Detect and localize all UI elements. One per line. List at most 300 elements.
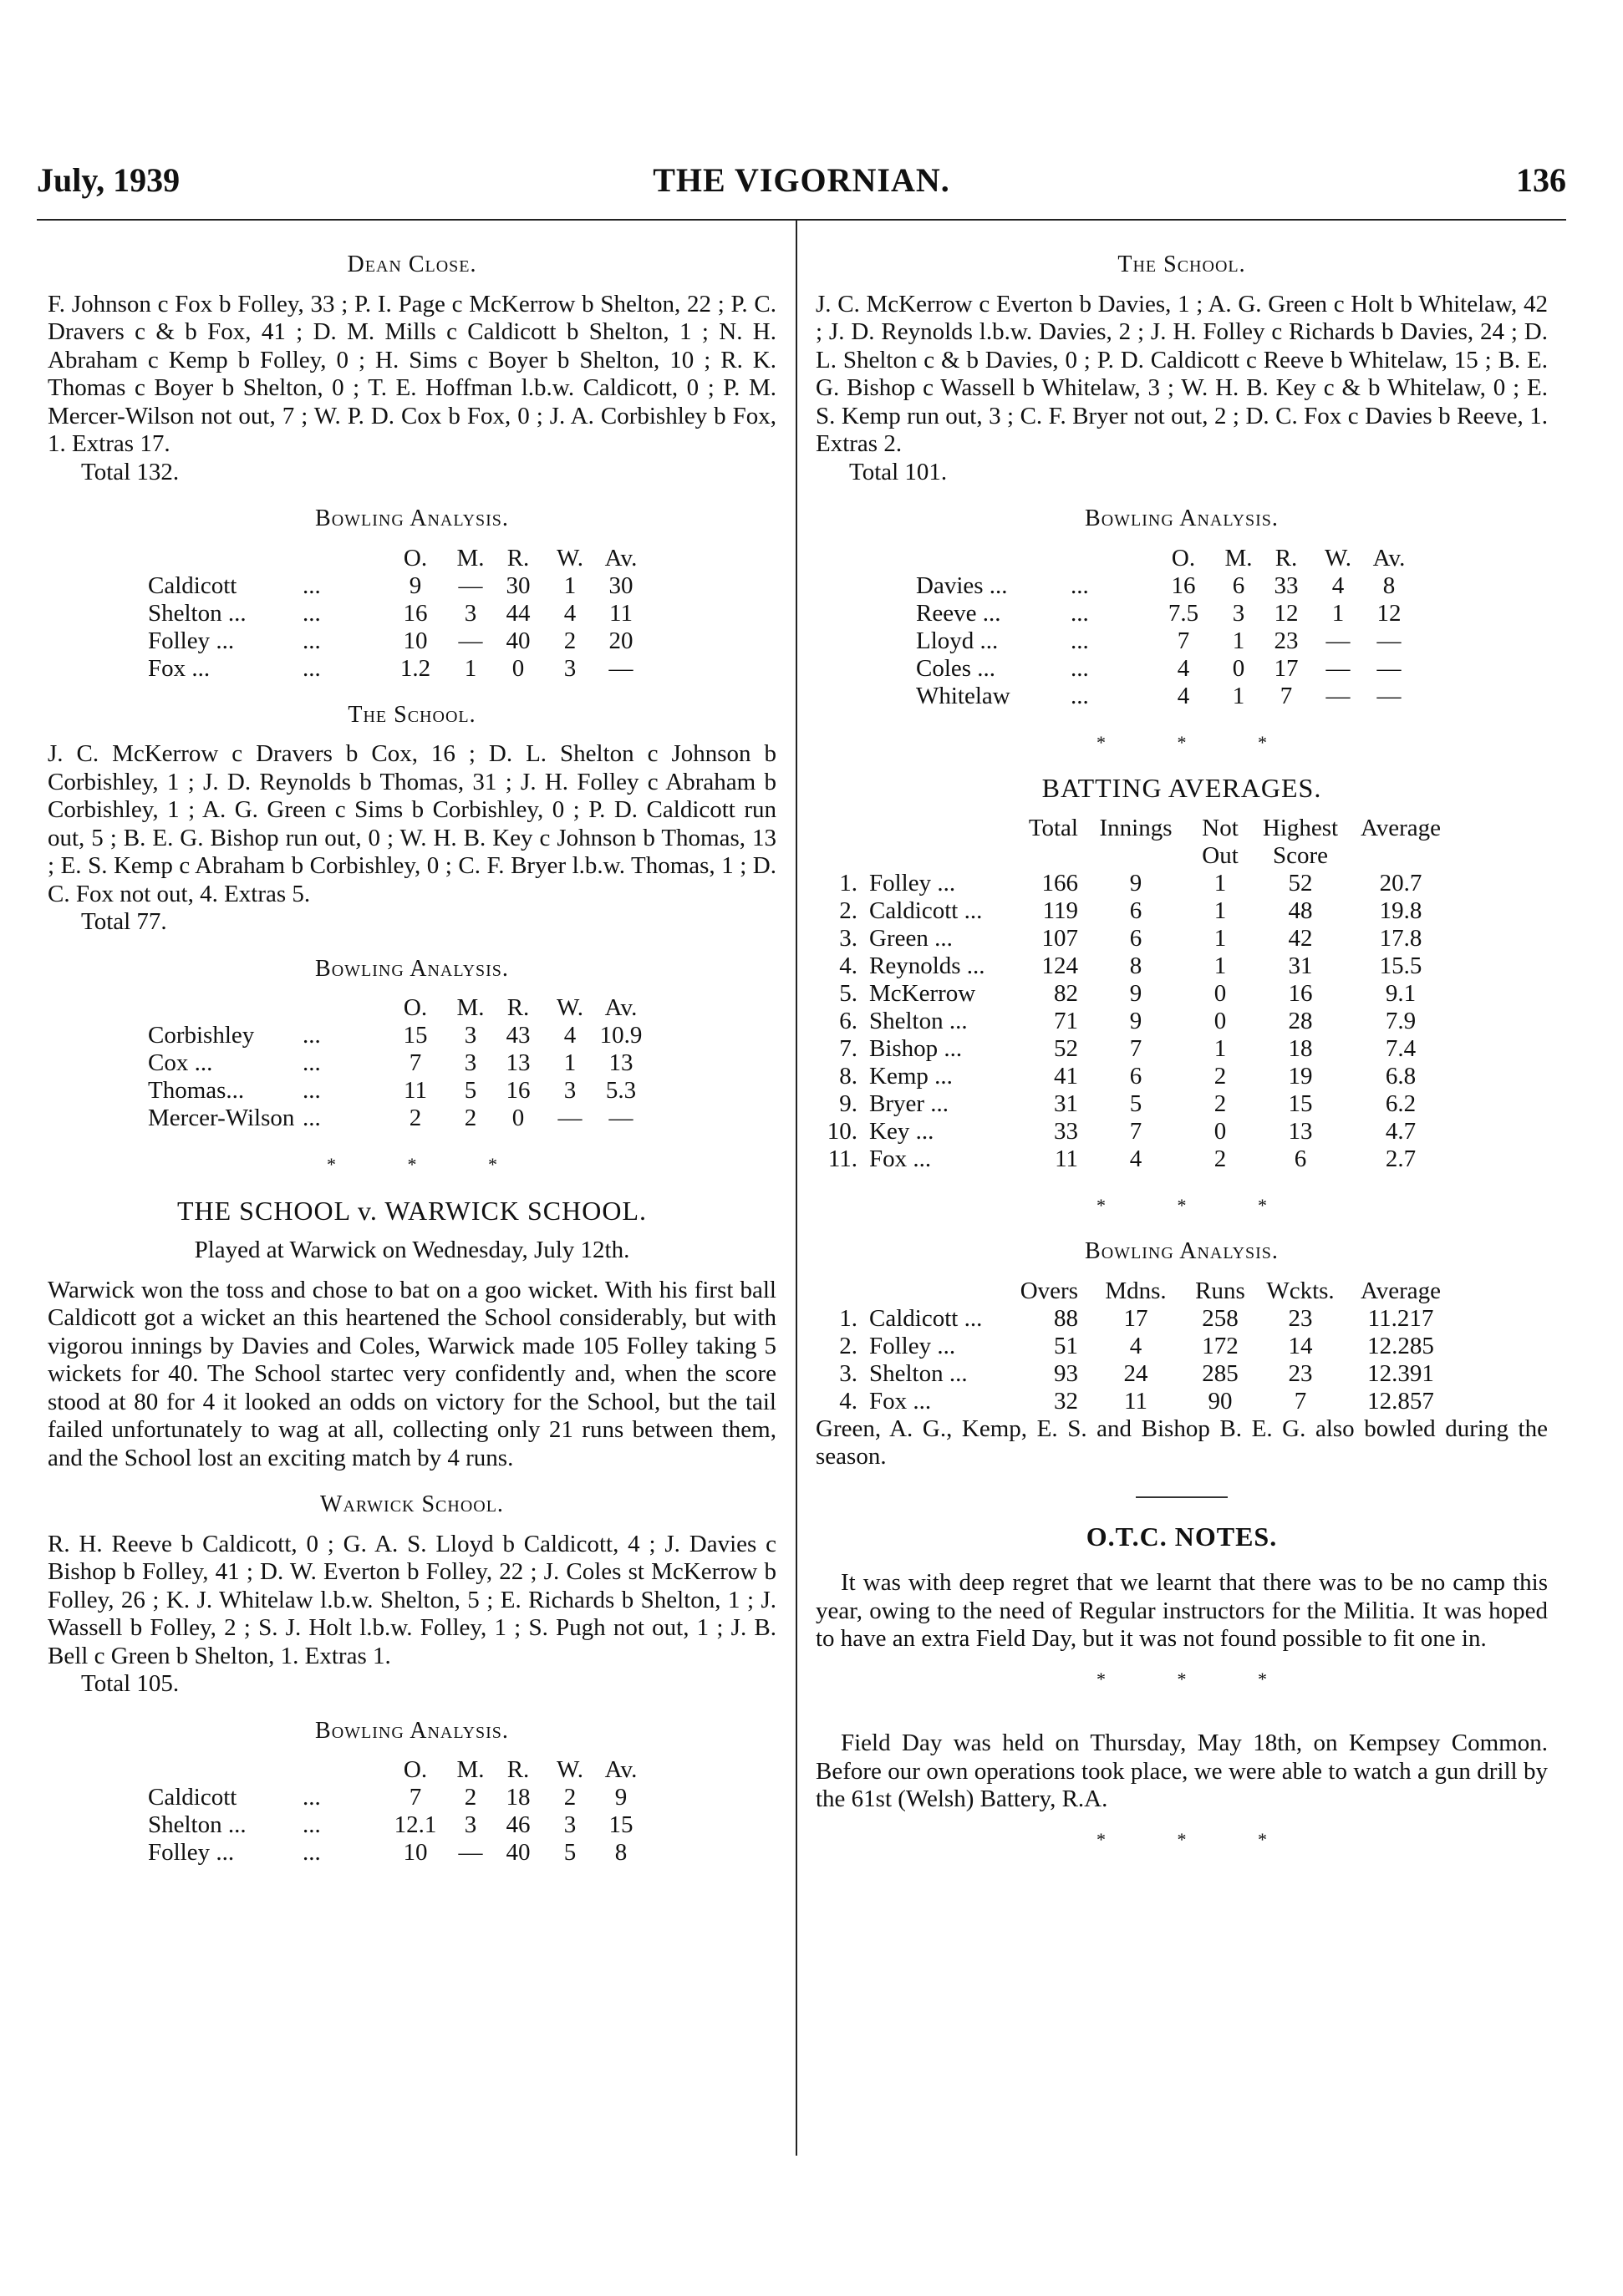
table-cell: 19 [1288, 1062, 1313, 1090]
table-cell: 0 [1213, 1117, 1227, 1145]
table-cell: 2 [409, 1105, 422, 1131]
table-cell: 0 [511, 1105, 525, 1131]
table-cell: 7 [1177, 627, 1190, 654]
table-row [816, 1388, 1459, 1415]
bowling-analysis-heading-4: Bowling Analysis. [1085, 505, 1279, 531]
table-cell: Thomas... [148, 1077, 245, 1104]
table-cell: Bishop ... [869, 1034, 963, 1062]
table-cell: W. [557, 1756, 583, 1783]
table-cell: 5 [563, 1839, 577, 1866]
table-cell: 46 [506, 1811, 531, 1838]
table-cell: 1 [1213, 952, 1227, 979]
table-cell: 2 [464, 1784, 477, 1811]
table-cell: 4 [1177, 682, 1190, 709]
table-cell: 3 [464, 599, 477, 627]
table-cell: 23 [1274, 627, 1299, 654]
table-cell: 15 [608, 1811, 633, 1838]
table-cell [148, 1756, 303, 1784]
table-cell: 3 [464, 1811, 477, 1838]
table-row [148, 1022, 646, 1049]
table-row [816, 897, 1459, 925]
table-cell: ... [303, 1784, 321, 1811]
table-row [148, 1049, 646, 1077]
table-row [816, 952, 1459, 980]
table-cell [1090, 842, 1182, 870]
table-cell: 258 [1202, 1304, 1239, 1332]
table-cell: Mercer-Wilson [148, 1105, 295, 1131]
table-row [816, 925, 1459, 952]
table-cell: 30 [506, 571, 531, 599]
table-cell: 6 [1129, 924, 1142, 952]
bowling-header-row [148, 545, 646, 572]
table-cell [303, 994, 382, 1022]
table-cell: 2 [1213, 1145, 1227, 1172]
table-cell: Shelton ... [148, 599, 247, 627]
table-cell: 119 [1042, 897, 1078, 924]
table-cell: 14 [1288, 1332, 1313, 1359]
warwick-match-title: THE SCHOOL v. WARWICK SCHOOL. [176, 1195, 648, 1226]
table-cell: 0 [511, 654, 525, 682]
table-cell [816, 815, 869, 842]
table-cell: Av. [604, 994, 638, 1021]
table-row [148, 600, 646, 627]
dean-close-innings: F. Johnson c Fox b Folley, 33 ; P. I. Page c McKerrow b Shelton, 22 ; P. C. Dravers c & b Fox, 41 ; D. M. Mills c Caldicott b Shelton, 1 ; N. H. Abraham c Kemp b Folley, 0 ; H. Sims c Boyer b Shelton, 10 ; R. K. Thomas c Boyer b Shelton, 0 ; T. E. Hoffman l.b.w. Caldicott, 0 ; P. M. Mercer-Wilson not out, 7 ; W. P. D. Cox b Fox, 0 ; J. A. Corbishley b Fox, 1. Extras 17. [48, 290, 776, 457]
table-cell: 71 [1054, 1007, 1078, 1034]
table-cell: Caldicott [148, 571, 237, 599]
section-separator-stars: * * * [1096, 1828, 1300, 1850]
table-cell: 4 [563, 1022, 577, 1049]
table-cell: Out [1202, 841, 1239, 869]
table-row [816, 1090, 1459, 1118]
batting-header-row [816, 815, 1459, 842]
table-cell: 4 [1129, 1332, 1142, 1359]
dean-close-total: Total 132. [81, 458, 180, 485]
table-cell: 51 [1054, 1332, 1078, 1359]
table-row [816, 980, 1459, 1008]
table-cell: 4 [563, 599, 577, 627]
table-cell: — [1325, 654, 1351, 682]
table-cell: O. [1171, 544, 1196, 571]
table-row [816, 1118, 1459, 1145]
table-cell: 8 [614, 1839, 628, 1866]
table-cell: ... [303, 654, 321, 682]
table-cell: 15 [1288, 1090, 1313, 1117]
table-cell: ... [1071, 627, 1089, 654]
table-cell: 16 [1288, 979, 1313, 1007]
table-cell: 1 [464, 654, 477, 682]
table-cell: Caldicott [148, 1784, 237, 1811]
table-cell: 16 [506, 1077, 531, 1104]
table-cell: 107 [1041, 924, 1078, 952]
table-cell: Fox ... [148, 654, 211, 682]
col-overs: Overs [1020, 1277, 1078, 1304]
section-rule [1136, 1496, 1228, 1498]
col-wickets: Wckts. [1266, 1277, 1335, 1304]
table-cell: 28 [1288, 1007, 1313, 1034]
table-cell: 17 [1123, 1304, 1148, 1332]
otc-paragraph-2: Field Day was held on Thursday, May 18th, on Kempsey Common. Before our own operations took place, we were able to watch a gun drill by the 61st (Welsh) Battery, R.A. [816, 1730, 1548, 1812]
table-cell: 3 [563, 654, 577, 682]
table-cell: Fox ... [869, 1145, 932, 1172]
table-row [148, 572, 646, 600]
table-cell: ... [1071, 654, 1089, 682]
table-cell: 16 [403, 599, 428, 627]
section-separator-stars: * * * [1096, 1668, 1300, 1689]
table-cell: 11 [1124, 1387, 1147, 1415]
school-heading-2: The School. [1117, 251, 1246, 277]
table-cell: 1 [563, 571, 577, 599]
table-cell [148, 994, 303, 1022]
table-cell: 8 [1382, 571, 1396, 599]
table-cell: 1 [1213, 924, 1227, 952]
table-row [148, 1105, 646, 1132]
table-cell [303, 545, 382, 572]
table-cell: 32 [1054, 1387, 1078, 1415]
warwick-school-heading: Warwick School. [320, 1491, 504, 1517]
col-not-out: Not [1202, 814, 1239, 841]
table-cell: 2. [839, 897, 857, 924]
bowling-analysis-heading-2: Bowling Analysis. [315, 955, 509, 982]
table-cell: 5 [464, 1077, 477, 1104]
warwick-played-line: Played at Warwick on Wednesday, July 12th. [194, 1237, 630, 1263]
table-cell: 6 [1129, 897, 1142, 924]
table-row [916, 655, 1414, 683]
table-cell: Cox ... [148, 1049, 213, 1076]
table-cell: 1 [1331, 599, 1345, 627]
table-cell: 7.5 [1168, 599, 1199, 627]
table-cell: 18 [1288, 1034, 1313, 1062]
table-cell: 4. [839, 1387, 857, 1415]
table-cell: 33 [1054, 1117, 1078, 1145]
table-cell: R. [506, 994, 530, 1021]
table-cell: 7 [409, 1784, 422, 1811]
table-row [816, 1145, 1459, 1173]
header-page-number: 136 [1516, 161, 1566, 199]
column-divider [796, 219, 797, 2156]
table-cell [1342, 842, 1459, 870]
table-cell: 19.8 [1379, 897, 1422, 924]
table-cell: 24 [1123, 1359, 1148, 1387]
table-cell: 5 [1129, 1090, 1142, 1117]
table-cell: ... [303, 1022, 321, 1049]
table-cell: 11 [404, 1077, 427, 1104]
table-cell: 6 [1129, 1062, 1142, 1090]
table-cell: 8 [1129, 952, 1142, 979]
table-cell: Shelton ... [869, 1007, 968, 1034]
col-runs: Runs [1195, 1277, 1245, 1304]
table-cell [869, 815, 1001, 842]
page-header [37, 160, 1566, 200]
table-cell: 3 [563, 1811, 577, 1838]
bowling-analysis-table-2 [148, 994, 646, 1132]
table-cell: 15 [403, 1022, 428, 1049]
table-cell: 40 [506, 627, 531, 654]
table-cell: 23 [1288, 1359, 1313, 1387]
table-cell: — [608, 654, 633, 682]
col-wickets: W. [557, 544, 583, 571]
table-cell: ... [303, 1839, 321, 1866]
table-cell: ... [303, 1049, 321, 1076]
table-cell: 12.391 [1367, 1359, 1434, 1387]
table-cell: 42 [1288, 924, 1313, 952]
table-cell: 2. [839, 1332, 857, 1359]
table-cell: — [1325, 627, 1351, 654]
table-cell: Shelton ... [869, 1359, 968, 1387]
table-cell: 9 [1129, 1007, 1142, 1034]
table-cell: 3 [563, 1077, 577, 1104]
table-cell: 4 [1331, 571, 1345, 599]
table-cell: 3 [464, 1022, 477, 1049]
bowling-analysis-heading-3: Bowling Analysis. [315, 1717, 509, 1744]
school-heading-1: The School. [348, 701, 476, 728]
table-row [816, 1008, 1459, 1035]
table-row [148, 627, 646, 655]
table-cell: 2.7 [1385, 1145, 1417, 1172]
table-cell: 6 [1232, 571, 1245, 599]
table-cell: Folley ... [148, 627, 235, 654]
table-cell: 82 [1054, 979, 1078, 1007]
table-cell: 166 [1041, 869, 1078, 897]
table-cell: 5.3 [605, 1077, 637, 1104]
bowling-analysis-table-1 [148, 545, 646, 683]
table-cell: 1 [1232, 682, 1245, 709]
right-column [816, 251, 1548, 1853]
table-cell: 88 [1054, 1304, 1078, 1332]
table-cell: 1. [839, 1304, 857, 1332]
table-cell: Score [1272, 841, 1329, 869]
table-cell [303, 1756, 382, 1784]
table-row [816, 1063, 1459, 1090]
table-cell: Key ... [869, 1117, 934, 1145]
table-cell: 11. [827, 1145, 857, 1172]
table-row [816, 1305, 1459, 1333]
col-runs: R. [506, 544, 530, 571]
table-row [816, 1035, 1459, 1063]
table-cell: 48 [1288, 897, 1313, 924]
table-cell: R. [506, 1756, 530, 1783]
table-cell: 2 [563, 1784, 577, 1811]
table-cell: ... [303, 1105, 321, 1131]
table-cell: 1.2 [399, 654, 431, 682]
table-cell: 13 [506, 1049, 531, 1076]
table-cell: 6 [1294, 1145, 1307, 1172]
table-cell: M. [456, 994, 485, 1021]
season-bowling-note: Green, A. G., Kemp, E. S. and Bishop B. E. G. also bowled during the season. [816, 1415, 1548, 1470]
table-cell: 1 [1213, 897, 1227, 924]
table-cell [916, 545, 1071, 572]
table-cell: 3. [839, 924, 857, 952]
header-date: July, 1939 [37, 161, 181, 199]
table-cell: Shelton ... [148, 1811, 247, 1838]
table-cell: Corbishley [148, 1022, 255, 1049]
season-bowling-header-row [816, 1278, 1459, 1305]
table-cell: Caldicott ... [869, 897, 983, 924]
table-cell: 285 [1202, 1359, 1239, 1387]
table-cell: 1. [839, 869, 857, 897]
table-cell: M. [1224, 544, 1253, 571]
table-cell: 1 [1232, 627, 1245, 654]
table-cell: 18 [506, 1784, 531, 1811]
table-cell: 7 [1129, 1117, 1142, 1145]
season-bowling-table [816, 1278, 1459, 1415]
section-separator-stars: * * * [327, 1154, 531, 1175]
batting-averages-table [816, 815, 1459, 1173]
bowling-analysis-heading-1: Bowling Analysis. [315, 505, 509, 531]
batting-header-row-2 [816, 842, 1459, 870]
table-cell: — [1376, 682, 1402, 709]
table-cell: 40 [506, 1839, 531, 1866]
table-cell: 90 [1208, 1387, 1233, 1415]
table-cell: 2 [464, 1105, 477, 1131]
table-cell: Reynolds ... [869, 952, 985, 979]
table-cell: 12 [1376, 599, 1402, 627]
table-cell: 2 [1213, 1090, 1227, 1117]
table-cell: 9. [839, 1090, 857, 1117]
table-cell: 3. [839, 1359, 857, 1387]
table-cell: 7. [839, 1034, 857, 1062]
table-cell: ... [303, 1077, 321, 1104]
table-cell: 11.217 [1367, 1304, 1434, 1332]
table-cell: ... [1071, 682, 1089, 709]
col-innings: Innings [1099, 814, 1173, 841]
table-cell: Caldicott ... [869, 1304, 983, 1332]
table-row [916, 627, 1414, 655]
table-cell: — [608, 1105, 633, 1131]
table-cell: W. [557, 994, 583, 1021]
table-cell: Kemp ... [869, 1062, 953, 1090]
table-cell: 12.1 [394, 1811, 437, 1838]
table-cell: ... [1071, 571, 1089, 599]
table-cell: 4 [1129, 1145, 1142, 1172]
dean-close-heading: Dean Close. [347, 251, 477, 277]
table-cell: 7 [1129, 1034, 1142, 1062]
col-total: Total [1028, 814, 1078, 841]
table-cell: 1 [1213, 1034, 1227, 1062]
left-column [48, 251, 776, 1867]
col-average: Average [1360, 814, 1442, 841]
warwick-school-innings: R. H. Reeve b Caldicott, 0 ; G. A. S. Lloyd b Caldicott, 4 ; J. Davies c Bishop b Folley, 41 ; D. W. Everton b Folley, 22 ; J. Coles st McKerrow b Folley, 26 ; K. J. Whitelaw l.b.w. Shelton, 5 ; E. Richards b Shelton, 1 ; J. Wassell b Folley, 2 ; S. J. Holt l.b.w. Folley, 1 ; S. Pugh not out, 1 ; J. B. Bell c Green b Shelton, 1. Extras 1. [48, 1530, 776, 1669]
table-cell: 7 [1280, 682, 1293, 709]
table-cell [1071, 545, 1150, 572]
table-cell: 15.5 [1379, 952, 1422, 979]
table-cell: 33 [1274, 571, 1299, 599]
col-maidens: Mdns. [1105, 1277, 1167, 1304]
table-cell [869, 1278, 1001, 1305]
table-cell: — [458, 627, 483, 654]
table-cell: Folley ... [148, 1839, 235, 1866]
table-cell: 93 [1054, 1359, 1078, 1387]
table-cell: Coles ... [916, 654, 996, 682]
table-cell: 4. [839, 952, 857, 979]
header-title: THE VIGORNIAN. [653, 161, 950, 199]
table-cell: 20 [608, 627, 633, 654]
col-overs: O. [403, 544, 428, 571]
table-cell: 4.7 [1385, 1117, 1417, 1145]
table-row [816, 870, 1459, 897]
table-cell: 7 [409, 1049, 422, 1076]
bowling-header-row [148, 994, 646, 1022]
table-cell: 7.9 [1385, 1007, 1417, 1034]
table-cell: — [557, 1105, 583, 1131]
table-cell: 0 [1213, 1007, 1227, 1034]
table-cell: Reeve ... [916, 599, 1001, 627]
table-cell: 43 [506, 1022, 531, 1049]
warwick-match-report: Warwick won the toss and chose to bat on a goo wicket. With his first ball Caldicott got a wicket an this heartened the School considerably, but with vigorou innings by Davies and Coles, Warwick made 105 Folley taking 5 wickets for 40. The School startec very confidently and, when the score stood at 80 for 4 it looked an odds on victory for the School, but the tail failed unfortunately to wag at all, collecting only 21 runs between them, and the School lost an exciting match by 4 runs. [48, 1276, 776, 1471]
table-cell: 8. [839, 1062, 857, 1090]
table-cell: — [458, 571, 483, 599]
table-cell: 4 [1177, 654, 1190, 682]
table-cell: 17 [1274, 654, 1299, 682]
table-cell: 10.9 [599, 1022, 643, 1049]
table-cell: W. [1325, 544, 1351, 571]
table-cell: 52 [1288, 869, 1313, 897]
table-cell: O. [403, 1756, 428, 1783]
table-cell: R. [1274, 544, 1298, 571]
otc-paragraph-1: It was with deep regret that we learnt that there was to be no camp this year, owing to the need of Regular instructors for the Militia. It was hoped to have an extra Field Day, but it was not found possible to fit one in. [816, 1569, 1548, 1652]
table-cell: — [458, 1839, 483, 1866]
table-cell: ... [303, 571, 321, 599]
table-cell: 10 [403, 1839, 428, 1866]
table-cell: 1 [1213, 869, 1227, 897]
table-cell: Green ... [869, 924, 953, 952]
table-cell: 2 [563, 627, 577, 654]
table-cell [148, 545, 303, 572]
col-average: Average [1360, 1277, 1442, 1304]
table-cell: 5. [839, 979, 857, 1007]
warwick-school-total: Total 105. [81, 1670, 180, 1697]
table-cell: 13 [608, 1049, 633, 1076]
table-row [148, 655, 646, 683]
table-cell: Davies ... [916, 571, 1008, 599]
table-cell: Whitelaw [916, 682, 1010, 709]
table-cell: Folley ... [869, 869, 956, 897]
table-cell: 0 [1232, 654, 1245, 682]
table-cell: Av. [604, 1756, 638, 1783]
otc-notes-title: O.T.C. NOTES. [1086, 1521, 1278, 1552]
table-row [816, 1333, 1459, 1360]
header-rule [37, 219, 1566, 221]
table-cell: 6. [839, 1007, 857, 1034]
table-cell: Folley ... [869, 1332, 956, 1359]
school-total-1: Total 77. [81, 908, 167, 935]
table-cell: 0 [1213, 979, 1227, 1007]
table-cell [869, 842, 1001, 870]
table-cell: Fox ... [869, 1387, 932, 1415]
table-cell: Av. [1372, 544, 1406, 571]
table-cell: 31 [1288, 952, 1313, 979]
table-cell [816, 1278, 869, 1305]
table-cell: ... [1071, 599, 1089, 627]
table-cell: 3 [1232, 599, 1245, 627]
table-cell: 172 [1202, 1332, 1239, 1359]
table-cell: 11 [609, 599, 633, 627]
table-cell: ... [303, 599, 321, 627]
table-cell: — [1325, 682, 1351, 709]
table-row [916, 600, 1414, 627]
table-cell: 31 [1054, 1090, 1078, 1117]
table-row [148, 1839, 646, 1867]
table-cell: 13 [1288, 1117, 1313, 1145]
table-cell: 6.8 [1385, 1062, 1417, 1090]
col-average: Av. [604, 544, 638, 571]
table-cell: O. [403, 994, 428, 1021]
bowling-header-row [916, 545, 1414, 572]
table-cell: 124 [1041, 952, 1078, 979]
table-cell: — [1376, 627, 1402, 654]
table-row [148, 1077, 646, 1105]
section-separator-stars: * * * [1096, 731, 1300, 753]
table-cell: 12.857 [1367, 1387, 1434, 1415]
